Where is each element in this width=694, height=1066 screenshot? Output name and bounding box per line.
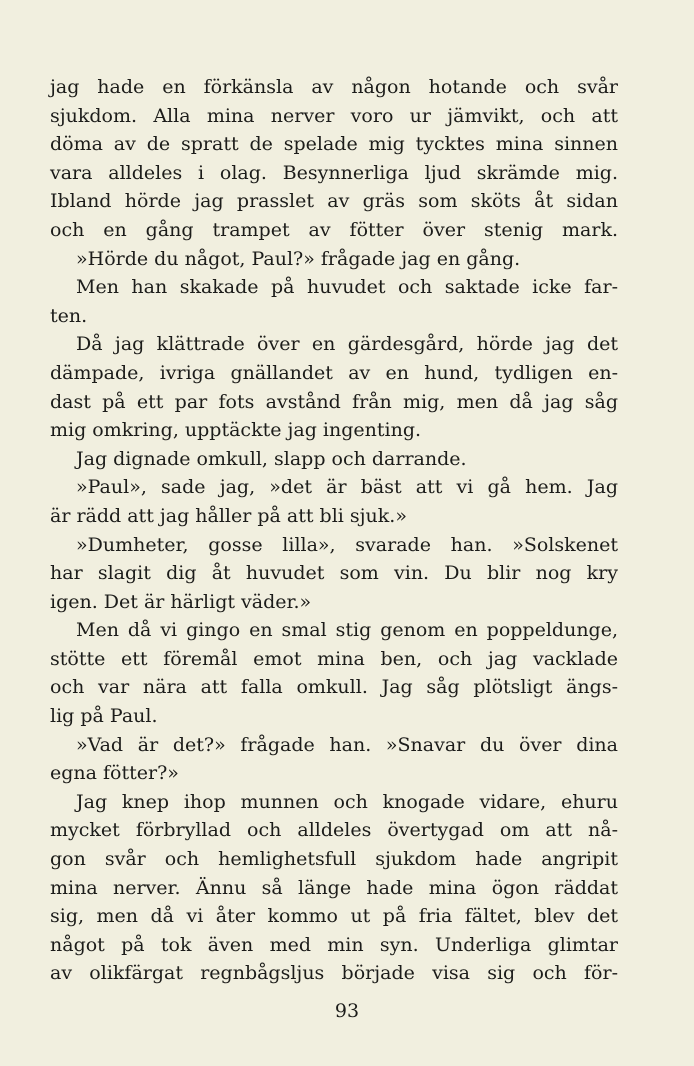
text-line: Då jag klättrade över en gärdesgård, hörde jag det <box>76 333 618 356</box>
text-line: ten. <box>50 304 88 327</box>
text-line: »Vad är det?» frågade han. »Snavar du över dina <box>76 733 618 756</box>
text-line: Jag knep ihop munnen och knogade vidare, ehuru <box>76 790 618 813</box>
text-line: lig på Paul. <box>50 705 158 728</box>
text-line: »Hörde du något, Paul?» frågade jag en gång. <box>76 247 521 270</box>
text-line: »Paul», sade jag, »det är bäst att vi gå hem. Jag <box>76 476 618 499</box>
text-line: Men han skakade på huvudet och saktade icke far- <box>76 276 618 299</box>
text-line: vara alldeles i olag. Besynnerliga ljud skrämde mig. <box>50 161 618 184</box>
page-number: 93 <box>334 1000 360 1022</box>
text-line: stötte ett föremål emot mina ben, och jag vacklade <box>50 647 618 670</box>
text-line: mycket förbryllad och alldeles övertygad om att nå- <box>50 819 618 842</box>
text-line: »Dumheter, gosse lilla», svarade han. »Solskenet <box>76 533 618 556</box>
text-line: dast på ett par fots avstånd från mig, men då jag såg <box>50 390 618 413</box>
text-line: döma av de spratt de spelade mig tycktes mina sinnen <box>50 133 618 156</box>
text-line: igen. Det är härligt väder.» <box>50 590 312 613</box>
text-line: gon svår och hemlighetsfull sjukdom hade angripit <box>50 848 618 871</box>
text-line: Jag dignade omkull, slapp och darrande. <box>76 447 467 470</box>
text-line: mig omkring, upptäckte jag ingenting. <box>50 419 422 442</box>
text-line: sjukdom. Alla mina nerver voro ur jämvikt, och att <box>50 104 618 127</box>
text-line: Ibland hörde jag prasslet av gräs som sköts åt sidan <box>50 190 618 213</box>
text-line: Men då vi gingo en smal stig genom en poppeldunge, <box>76 619 618 642</box>
text-line: har slagit dig åt huvudet som vin. Du blir nog kry <box>50 562 618 585</box>
text-line: något på tok även med min syn. Underliga glimtar <box>50 933 618 956</box>
body-text <box>50 73 618 988</box>
text-line: är rädd att jag håller på att bli sjuk.» <box>50 504 407 527</box>
text-line: egna fötter?» <box>50 762 179 785</box>
text-line: jag hade en förkänsla av någon hotande och svår <box>50 76 618 98</box>
text-line: dämpade, ivriga gnällandet av en hund, tydligen en- <box>50 361 618 384</box>
text-line: av olikfärgat regnbågsljus började visa sig och för- <box>50 962 618 985</box>
text-line: och en gång trampet av fötter över stenig mark. <box>50 218 618 241</box>
text-line: mina nerver. Ännu så länge hade mina ögon räddat <box>50 876 618 899</box>
text-line: och var nära att falla omkull. Jag såg plötsligt ängs- <box>50 676 618 699</box>
text-line: sig, men då vi åter kommo ut på fria fältet, blev det <box>50 905 618 928</box>
